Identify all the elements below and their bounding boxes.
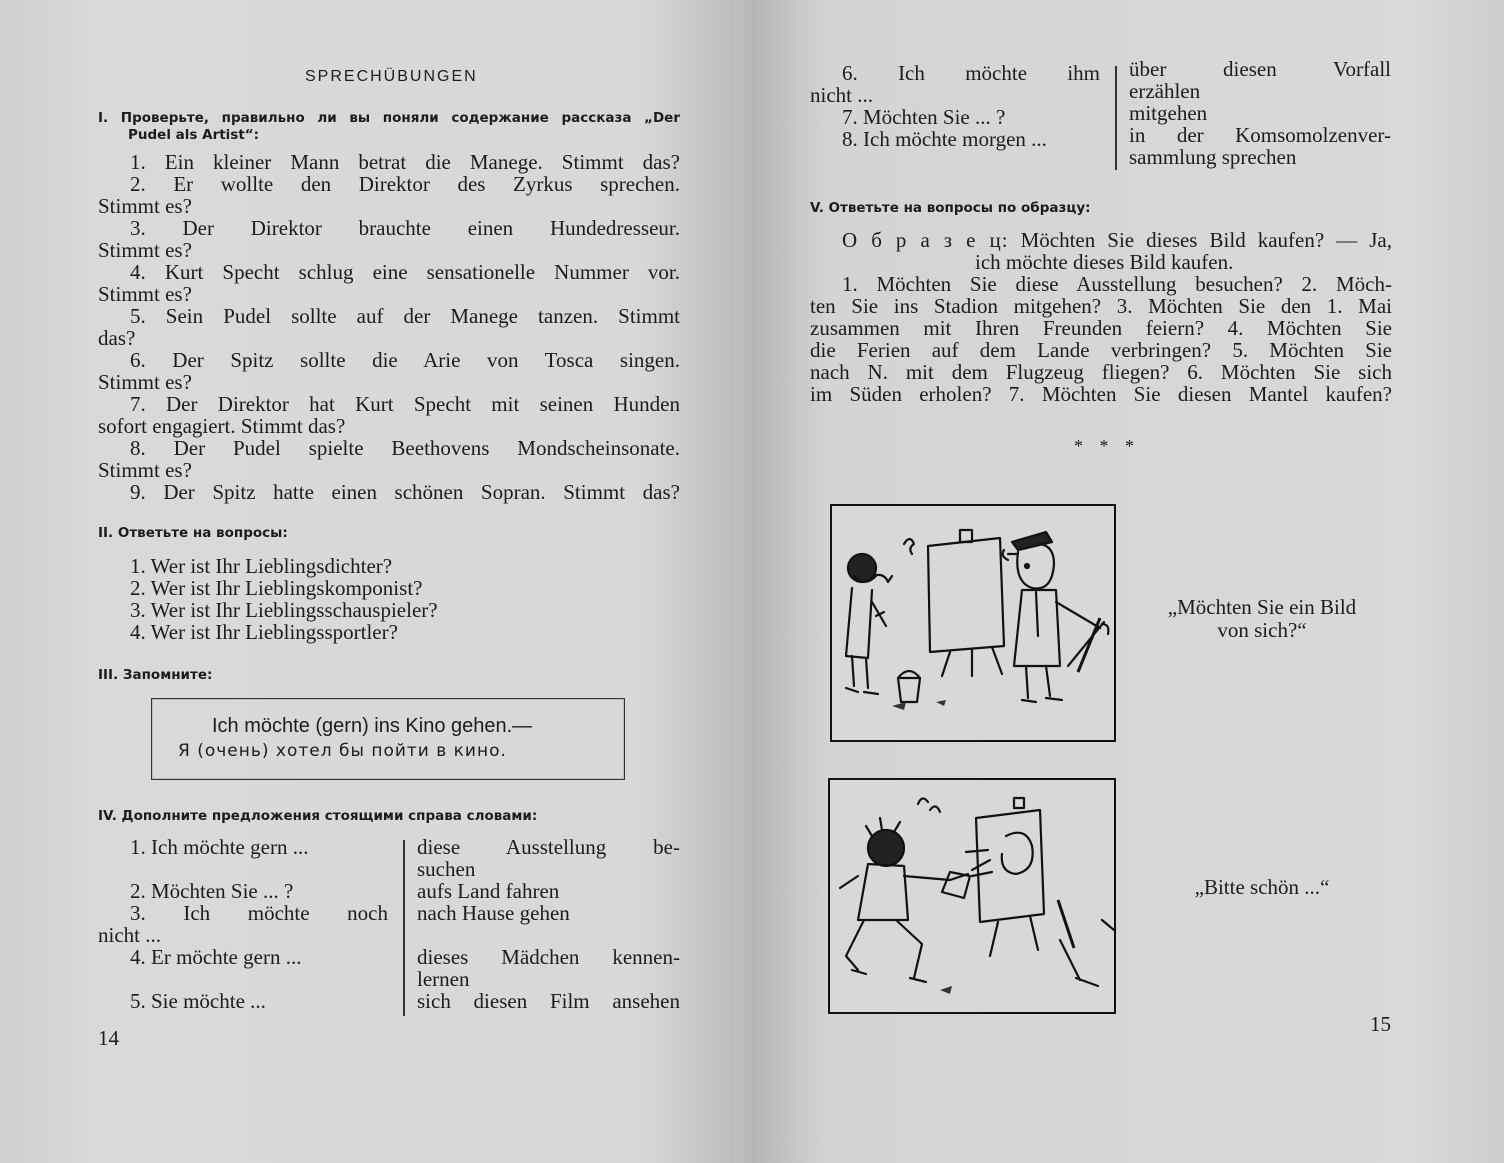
task1-list <box>98 151 680 503</box>
list-item: aufs Land fahren <box>417 879 560 903</box>
task4-left-col <box>98 836 388 1012</box>
list-item: 8. Ich möchte morgen ... <box>842 127 1047 151</box>
list-item: 2. Er wollte den Direktor des Zyrkus sprechen. <box>130 172 680 196</box>
cartoon-splash-drawing <box>830 780 1114 1012</box>
page-number: 15 <box>1370 1012 1391 1036</box>
list-item: 1. Ein kleiner Mann betrat die Manege. Stimmt das? <box>130 150 680 174</box>
cartoon-painter <box>830 504 1116 742</box>
list-item: 6. Der Spitz sollte die Arie von Tosca singen. <box>130 348 680 372</box>
list-item: in der Komsomolzenver- <box>1129 123 1391 147</box>
cartoon-painter-drawing <box>832 506 1114 740</box>
list-item: 7. Möchten Sie ... ? <box>842 105 1006 129</box>
task4-cont-right-col <box>1129 58 1391 168</box>
cartoon-caption-2: „Bitte schön ...“ <box>1194 875 1330 899</box>
list-item: 7. Der Direktor hat Kurt Specht mit seinen Hunden <box>130 392 680 416</box>
list-item: diese Ausstellung be- <box>417 835 680 859</box>
list-item: 1. Wer ist Ihr Lieblingsdichter? <box>130 554 393 578</box>
page-number: 14 <box>98 1026 119 1050</box>
list-item: lernen <box>417 967 470 991</box>
right-page <box>752 0 1504 1163</box>
question-line: 1. Möchten Sie diese Ausstellung besuchen? 2. Möch- <box>842 272 1392 296</box>
task5-title: V. Ответьте на вопросы по образцу: <box>810 200 1091 216</box>
remember-ru: Я (очень) хотел бы пойти в кино. <box>178 741 507 761</box>
list-item: 6. Ich möchte ihm <box>842 61 1100 85</box>
list-item: 9. Der Spitz hatte einen schönen Sopran. Stimmt das? <box>130 480 680 504</box>
list-item: das? <box>98 326 136 350</box>
sample-label: О б р а з е ц: <box>842 228 1009 252</box>
remember-box <box>151 698 625 780</box>
list-item: 4. Wer ist Ihr Lieblingssportler? <box>130 620 398 644</box>
list-item: Stimmt es? <box>98 282 192 306</box>
list-item: 3. Der Direktor brauchte einen Hundedresseur. <box>130 216 680 240</box>
column-divider <box>403 840 405 1016</box>
section-heading: SPRECHÜBUNGEN <box>305 68 478 85</box>
list-item: Stimmt es? <box>98 370 192 394</box>
sample-answer: ich möchte dieses Bild kaufen. <box>975 250 1234 274</box>
list-item: sofort engagiert. Stimmt das? <box>98 414 346 438</box>
list-item: Stimmt es? <box>98 238 192 262</box>
list-item: 2. Wer ist Ihr Lieblingskomponist? <box>130 576 423 600</box>
list-item: sich diesen Film ansehen <box>417 989 680 1013</box>
task2-title: II. Ответьте на вопросы: <box>98 525 288 541</box>
list-item: Stimmt es? <box>98 458 192 482</box>
question-line: zusammen mit Ihren Freunden feiern? 4. Möchten Sie <box>810 316 1392 340</box>
list-item: nicht ... <box>810 83 873 107</box>
list-item: 5. Sie möchte ... <box>130 989 266 1013</box>
list-item: suchen <box>417 857 476 881</box>
question-line: im Süden erholen? 7. Möchten Sie diesen Mantel kaufen? <box>810 382 1392 406</box>
cartoon-caption-1: „Möchten Sie ein Bild von sich?“ <box>1167 595 1357 642</box>
list-item: 3. Ich möchte noch <box>130 901 388 925</box>
list-item: nicht ... <box>98 923 161 947</box>
list-item: sammlung sprechen <box>1129 145 1297 169</box>
list-item: 4. Kurt Specht schlug eine sensationelle Nummer vor. <box>130 260 680 284</box>
cartoon-splash <box>828 778 1116 1014</box>
list-item: 3. Wer ist Ihr Lieblingsschauspieler? <box>130 598 438 622</box>
list-item: dieses Mädchen kennen- <box>417 945 680 969</box>
question-line: nach N. mit dem Flugzeug fliegen? 6. Möchten Sie sich <box>810 360 1392 384</box>
task4-cont-left-col <box>810 62 1100 150</box>
remember-de: Ich möchte (gern) ins Kino gehen.— <box>212 715 533 737</box>
section-asterisks: * * * <box>1074 436 1140 456</box>
list-item: 5. Sein Pudel sollte auf der Manege tanzen. Stimmt <box>130 304 680 328</box>
list-item: erzählen <box>1129 79 1201 103</box>
list-item: über diesen Vorfall <box>1129 57 1391 81</box>
list-item: Stimmt es? <box>98 194 192 218</box>
list-item: 4. Er möchte gern ... <box>130 945 302 969</box>
task4-title: IV. Дополните предложения стоящими справа словами: <box>98 808 538 824</box>
task1-title: I. Проверьте, правильно ли вы поняли содержание рассказа „Der Pudel als Artist“: <box>98 110 680 143</box>
list-item: 8. Der Pudel spielte Beethovens Mondscheinsonate. <box>130 436 680 460</box>
task5-sample <box>810 229 1392 273</box>
task3-title: III. Запомните: <box>98 667 213 683</box>
question-line: ten Sie ins Stadion mitgehen? 3. Möchten Sie den 1. Mai <box>810 294 1392 318</box>
column-divider <box>1115 66 1117 170</box>
question-line: die Ferien auf dem Lande verbringen? 5. Möchten Sie <box>810 338 1392 362</box>
list-item: nach Hause gehen <box>417 901 570 925</box>
task2-list <box>130 555 438 643</box>
list-item: 1. Ich möchte gern ... <box>130 835 309 859</box>
sample-question: Möchten Sie dieses Bild kaufen? — Ja, <box>1020 228 1392 252</box>
task4-right-col <box>417 836 680 1012</box>
list-item: 2. Möchten Sie ... ? <box>130 879 294 903</box>
list-item: mitgehen <box>1129 101 1208 125</box>
task5-questions <box>810 273 1392 405</box>
